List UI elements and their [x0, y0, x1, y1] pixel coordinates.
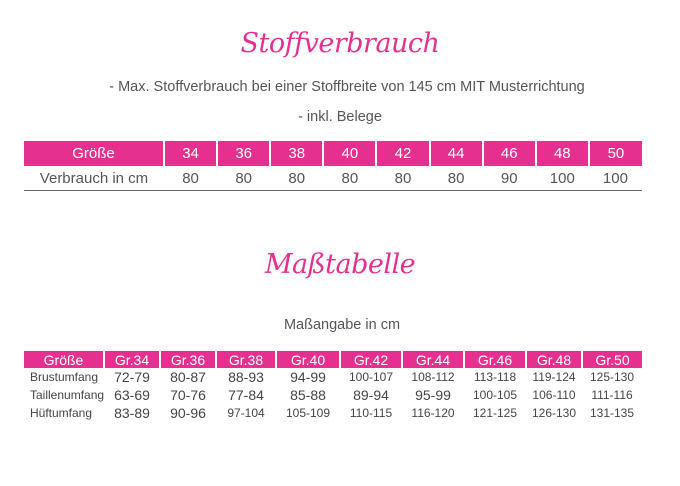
table-cell: 113-118	[473, 370, 517, 384]
table-cell: 97-104	[227, 406, 265, 420]
table-row	[24, 166, 642, 191]
table-cell: 100	[536, 166, 589, 191]
table-cell: 116-120	[411, 406, 455, 420]
table-cell: 126-130	[531, 406, 577, 420]
row-label: Brustumfang	[30, 370, 99, 384]
table-cell: 131-135	[589, 406, 635, 420]
table-cell: 90	[483, 166, 536, 191]
table-cell: 119-124	[532, 370, 576, 384]
table-cell: 83-89	[114, 405, 150, 421]
table-cell: 80	[270, 166, 323, 191]
table-cell: 108-112	[411, 370, 455, 384]
table-cell: 90-96	[170, 405, 206, 421]
size-header-cell: Gr.44	[402, 351, 464, 368]
fabric-usage-table	[24, 141, 642, 191]
size-header-cell: 40	[323, 141, 376, 166]
table-cell: 95-99	[415, 387, 451, 403]
table-cell: 89-94	[353, 387, 389, 403]
table-cell: 85-88	[290, 387, 326, 403]
table-cell: 125-130	[589, 370, 635, 384]
table-row	[24, 404, 642, 422]
table-cell: 80-87	[170, 369, 206, 385]
size-header-cell: 48	[536, 141, 589, 166]
size-header-cell: 36	[217, 141, 270, 166]
table-cell: 110-115	[349, 406, 393, 420]
table-cell: 105-109	[285, 406, 331, 420]
table-cell: 106-110	[532, 388, 576, 402]
table-cell: 72-79	[114, 369, 150, 385]
table-cell: 80	[217, 166, 270, 191]
size-header-cell: 50	[589, 141, 642, 166]
size-header-cell: 34	[164, 141, 217, 166]
size-header-cell: Gr.36	[160, 351, 216, 368]
size-header-cell: Gr.40	[276, 351, 340, 368]
table-cell: 77-84	[228, 387, 264, 403]
size-header-cell: 46	[483, 141, 536, 166]
table-cell: 100-105	[472, 388, 518, 402]
table-cell: 111-116	[591, 388, 633, 402]
table-row	[24, 386, 642, 404]
measurement-table	[24, 351, 642, 422]
fabric-width-note: - Max. Stoffverbrauch bei einer Stoffbreite von 145 cm MIT Musterrichtung	[109, 79, 585, 95]
fabric-header-row	[24, 141, 642, 166]
size-header-label: Größe	[24, 351, 104, 368]
size-header-cell: 38	[270, 141, 323, 166]
size-header-cell: Gr.48	[526, 351, 582, 368]
fabric-usage-title: Stoffverbrauch	[240, 28, 440, 59]
table-cell: 80	[323, 166, 376, 191]
table-row	[24, 368, 642, 386]
measurement-table-title: Maßtabelle	[264, 249, 416, 280]
row-label: Hüftumfang	[30, 406, 93, 420]
table-cell: 80	[164, 166, 217, 191]
measurement-unit-note: Maßangabe in cm	[283, 317, 401, 333]
measurement-header-row	[24, 351, 642, 368]
size-header-cell: Gr.50	[582, 351, 642, 368]
size-header-cell: 42	[376, 141, 429, 166]
size-header-cell: 44	[430, 141, 483, 166]
facings-note: - inkl. Belege	[298, 109, 382, 125]
size-header-cell: Gr.38	[216, 351, 276, 368]
table-cell: 100	[589, 166, 642, 191]
table-cell: 80	[376, 166, 429, 191]
table-cell: 88-93	[228, 369, 264, 385]
size-header-cell: Gr.46	[464, 351, 526, 368]
size-header-cell: Gr.34	[104, 351, 160, 368]
table-cell: 121-125	[472, 406, 518, 420]
size-header-cell: Gr.42	[340, 351, 402, 368]
table-cell: 80	[430, 166, 483, 191]
table-cell: 100-107	[348, 370, 394, 384]
row-label: Taillenumfang	[30, 388, 105, 402]
table-cell: 70-76	[170, 387, 206, 403]
size-header-label: Größe	[24, 141, 164, 166]
table-cell: 63-69	[114, 387, 150, 403]
table-cell: 94-99	[290, 369, 326, 385]
row-label: Verbrauch in cm	[24, 166, 164, 191]
